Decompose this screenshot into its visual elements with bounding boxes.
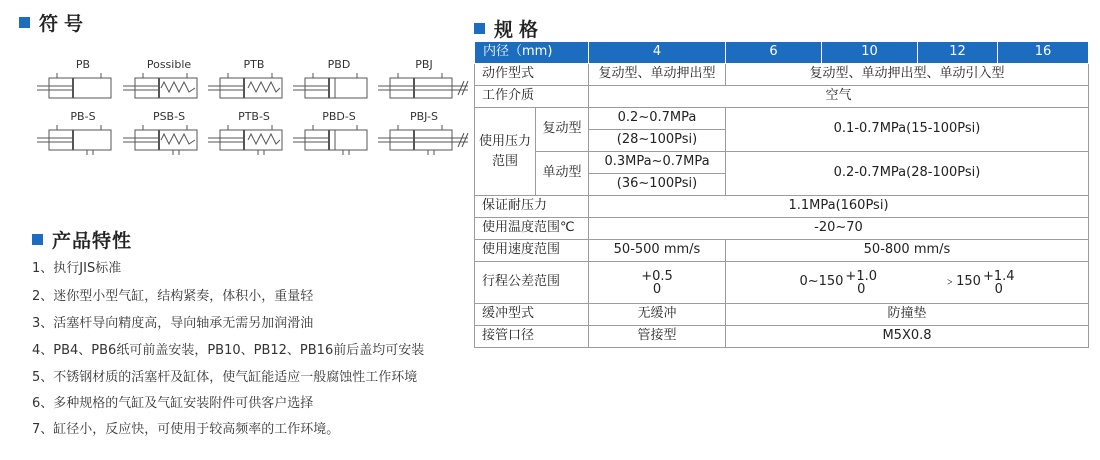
symbol-pb xyxy=(35,58,131,104)
tol-upper: +1.4 xyxy=(982,268,1015,284)
symbol-label: PBD xyxy=(327,58,351,71)
cell-value: 防撞垫 xyxy=(726,304,1089,326)
spec-section-header xyxy=(474,15,544,42)
symbols-title: 符号 xyxy=(39,13,90,35)
table-row xyxy=(475,86,1089,108)
symbol-psb-s xyxy=(121,110,217,156)
symbol-label: PB-S xyxy=(70,110,96,123)
cell-value xyxy=(589,262,726,304)
tol-lower: 0 xyxy=(994,281,1003,297)
table-row xyxy=(475,196,1089,218)
bore-16: 16 xyxy=(998,42,1089,64)
symbol-label: PSB-S xyxy=(152,110,186,123)
section-marker-icon xyxy=(19,17,30,28)
tol-lower: 0 xyxy=(652,281,662,297)
symbol-label: PTB-S xyxy=(238,110,270,123)
symbol-ptb xyxy=(206,58,302,104)
features-section-header xyxy=(32,226,132,253)
table-row xyxy=(475,108,1089,130)
symbol-label: PBD-S xyxy=(322,110,356,123)
bore-header-label: 内径（mm) xyxy=(475,42,589,64)
cell-value xyxy=(726,262,1089,304)
cell-value: 复动型、单动押出型 xyxy=(589,64,726,86)
tolerance-range-2 xyxy=(943,270,1014,296)
table-row xyxy=(475,304,1089,326)
bore-4: 4 xyxy=(589,42,726,64)
cell-value: -20~70 xyxy=(589,218,1089,240)
table-row xyxy=(475,64,1089,86)
feature-item: 4、PB4、PB6纸可前盖安装，PB10、PB12、PB16前后盖均可安装 xyxy=(32,343,425,358)
row-label: 行程公差范围 xyxy=(475,262,589,304)
bore-12: 12 xyxy=(918,42,998,64)
symbol-label: PBJ-S xyxy=(410,110,438,123)
sub-label: 单动型 xyxy=(536,152,589,196)
spec-title: 规格 xyxy=(494,19,545,41)
feature-item: 7、缸径小，反应快，可使用于较高频率的工作环境。 xyxy=(32,422,340,437)
symbol-label: PB xyxy=(75,58,91,71)
table-row xyxy=(475,326,1089,348)
spec-table xyxy=(474,41,1089,348)
symbol-ptb-s xyxy=(206,110,302,156)
feature-item: 5、不锈钢材质的活塞杆及缸体，使气缸能适应一般腐蚀性工作环境 xyxy=(32,370,418,385)
section-marker-icon xyxy=(474,23,485,34)
table-row xyxy=(475,218,1089,240)
table-row xyxy=(475,240,1089,262)
row-label: 动作型式 xyxy=(475,64,589,86)
tolerance-stack xyxy=(983,270,1015,296)
row-label: 保证耐压力 xyxy=(475,196,589,218)
table-row xyxy=(475,152,1089,174)
symbol-label: Possible xyxy=(146,58,192,71)
symbol-pbj xyxy=(376,58,472,104)
table-row xyxy=(475,262,1089,304)
table-header-row xyxy=(475,42,1089,64)
pressure-label: 使用压力范围 xyxy=(479,133,532,169)
feature-item: 6、多种规格的气缸及气缸安装附件可供客户选择 xyxy=(32,396,314,411)
tol-upper: +1.0 xyxy=(845,268,877,284)
bore-10: 10 xyxy=(822,42,918,64)
cell-value: 1.1MPa(160Psi) xyxy=(589,196,1089,218)
symbol-pbj-s xyxy=(376,110,472,156)
cell-value: 0.2-0.7MPa(28-100Psi) xyxy=(726,152,1089,196)
row-label xyxy=(475,108,536,196)
tolerance-stack xyxy=(845,270,877,296)
feature-item: 1、执行JIS标准 xyxy=(32,261,122,276)
cell-value: 50-800 mm/s xyxy=(726,240,1089,262)
row-label: 使用温度范围℃ xyxy=(475,218,589,240)
cell-value: (36~100Psi) xyxy=(589,174,726,196)
tolerance-range-1 xyxy=(799,270,877,296)
tol-upper: +0.5 xyxy=(641,268,673,284)
feature-item: 3、活塞杆导向精度高，导向轴承无需另加润滑油 xyxy=(32,316,314,331)
range-prefix: ﹥150 xyxy=(943,274,981,290)
symbol-label: PTB xyxy=(243,58,265,71)
range-prefix: 0~150 xyxy=(799,274,844,290)
tol-lower: 0 xyxy=(857,281,866,297)
cell-value: (28~100Psi) xyxy=(589,130,726,152)
symbol-pbd-s xyxy=(291,110,387,156)
symbol-possible xyxy=(121,58,217,104)
sub-label: 复动型 xyxy=(536,108,589,152)
cell-value: 0.3MPa~0.7MPa xyxy=(589,152,726,174)
symbol-pbd xyxy=(291,58,387,104)
cell-value: 无缓冲 xyxy=(589,304,726,326)
row-label: 接管口径 xyxy=(475,326,589,348)
row-label: 使用速度范围 xyxy=(475,240,589,262)
tolerance-stack xyxy=(641,270,673,296)
cell-value: 0.2~0.7MPa xyxy=(589,108,726,130)
feature-item: 2、迷你型小型气缸，结构紧奏，体积小，重量轻 xyxy=(32,289,314,304)
section-marker-icon xyxy=(32,234,43,245)
symbols-section-header xyxy=(19,9,89,36)
cell-value: 0.1-0.7MPa(15-100Psi) xyxy=(726,108,1089,152)
cell-value: 空气 xyxy=(589,86,1089,108)
cell-value: 管接型 xyxy=(589,326,726,348)
symbol-label: PBJ xyxy=(415,58,433,71)
row-label: 工作介质 xyxy=(475,86,589,108)
cell-value: M5X0.8 xyxy=(726,326,1089,348)
cell-value: 复动型、单动押出型、单动引入型 xyxy=(726,64,1089,86)
features-title: 产品特性 xyxy=(52,230,133,252)
row-label: 缓冲型式 xyxy=(475,304,589,326)
bore-6: 6 xyxy=(726,42,822,64)
symbol-pb-s xyxy=(35,110,131,156)
cell-value: 50-500 mm/s xyxy=(589,240,726,262)
